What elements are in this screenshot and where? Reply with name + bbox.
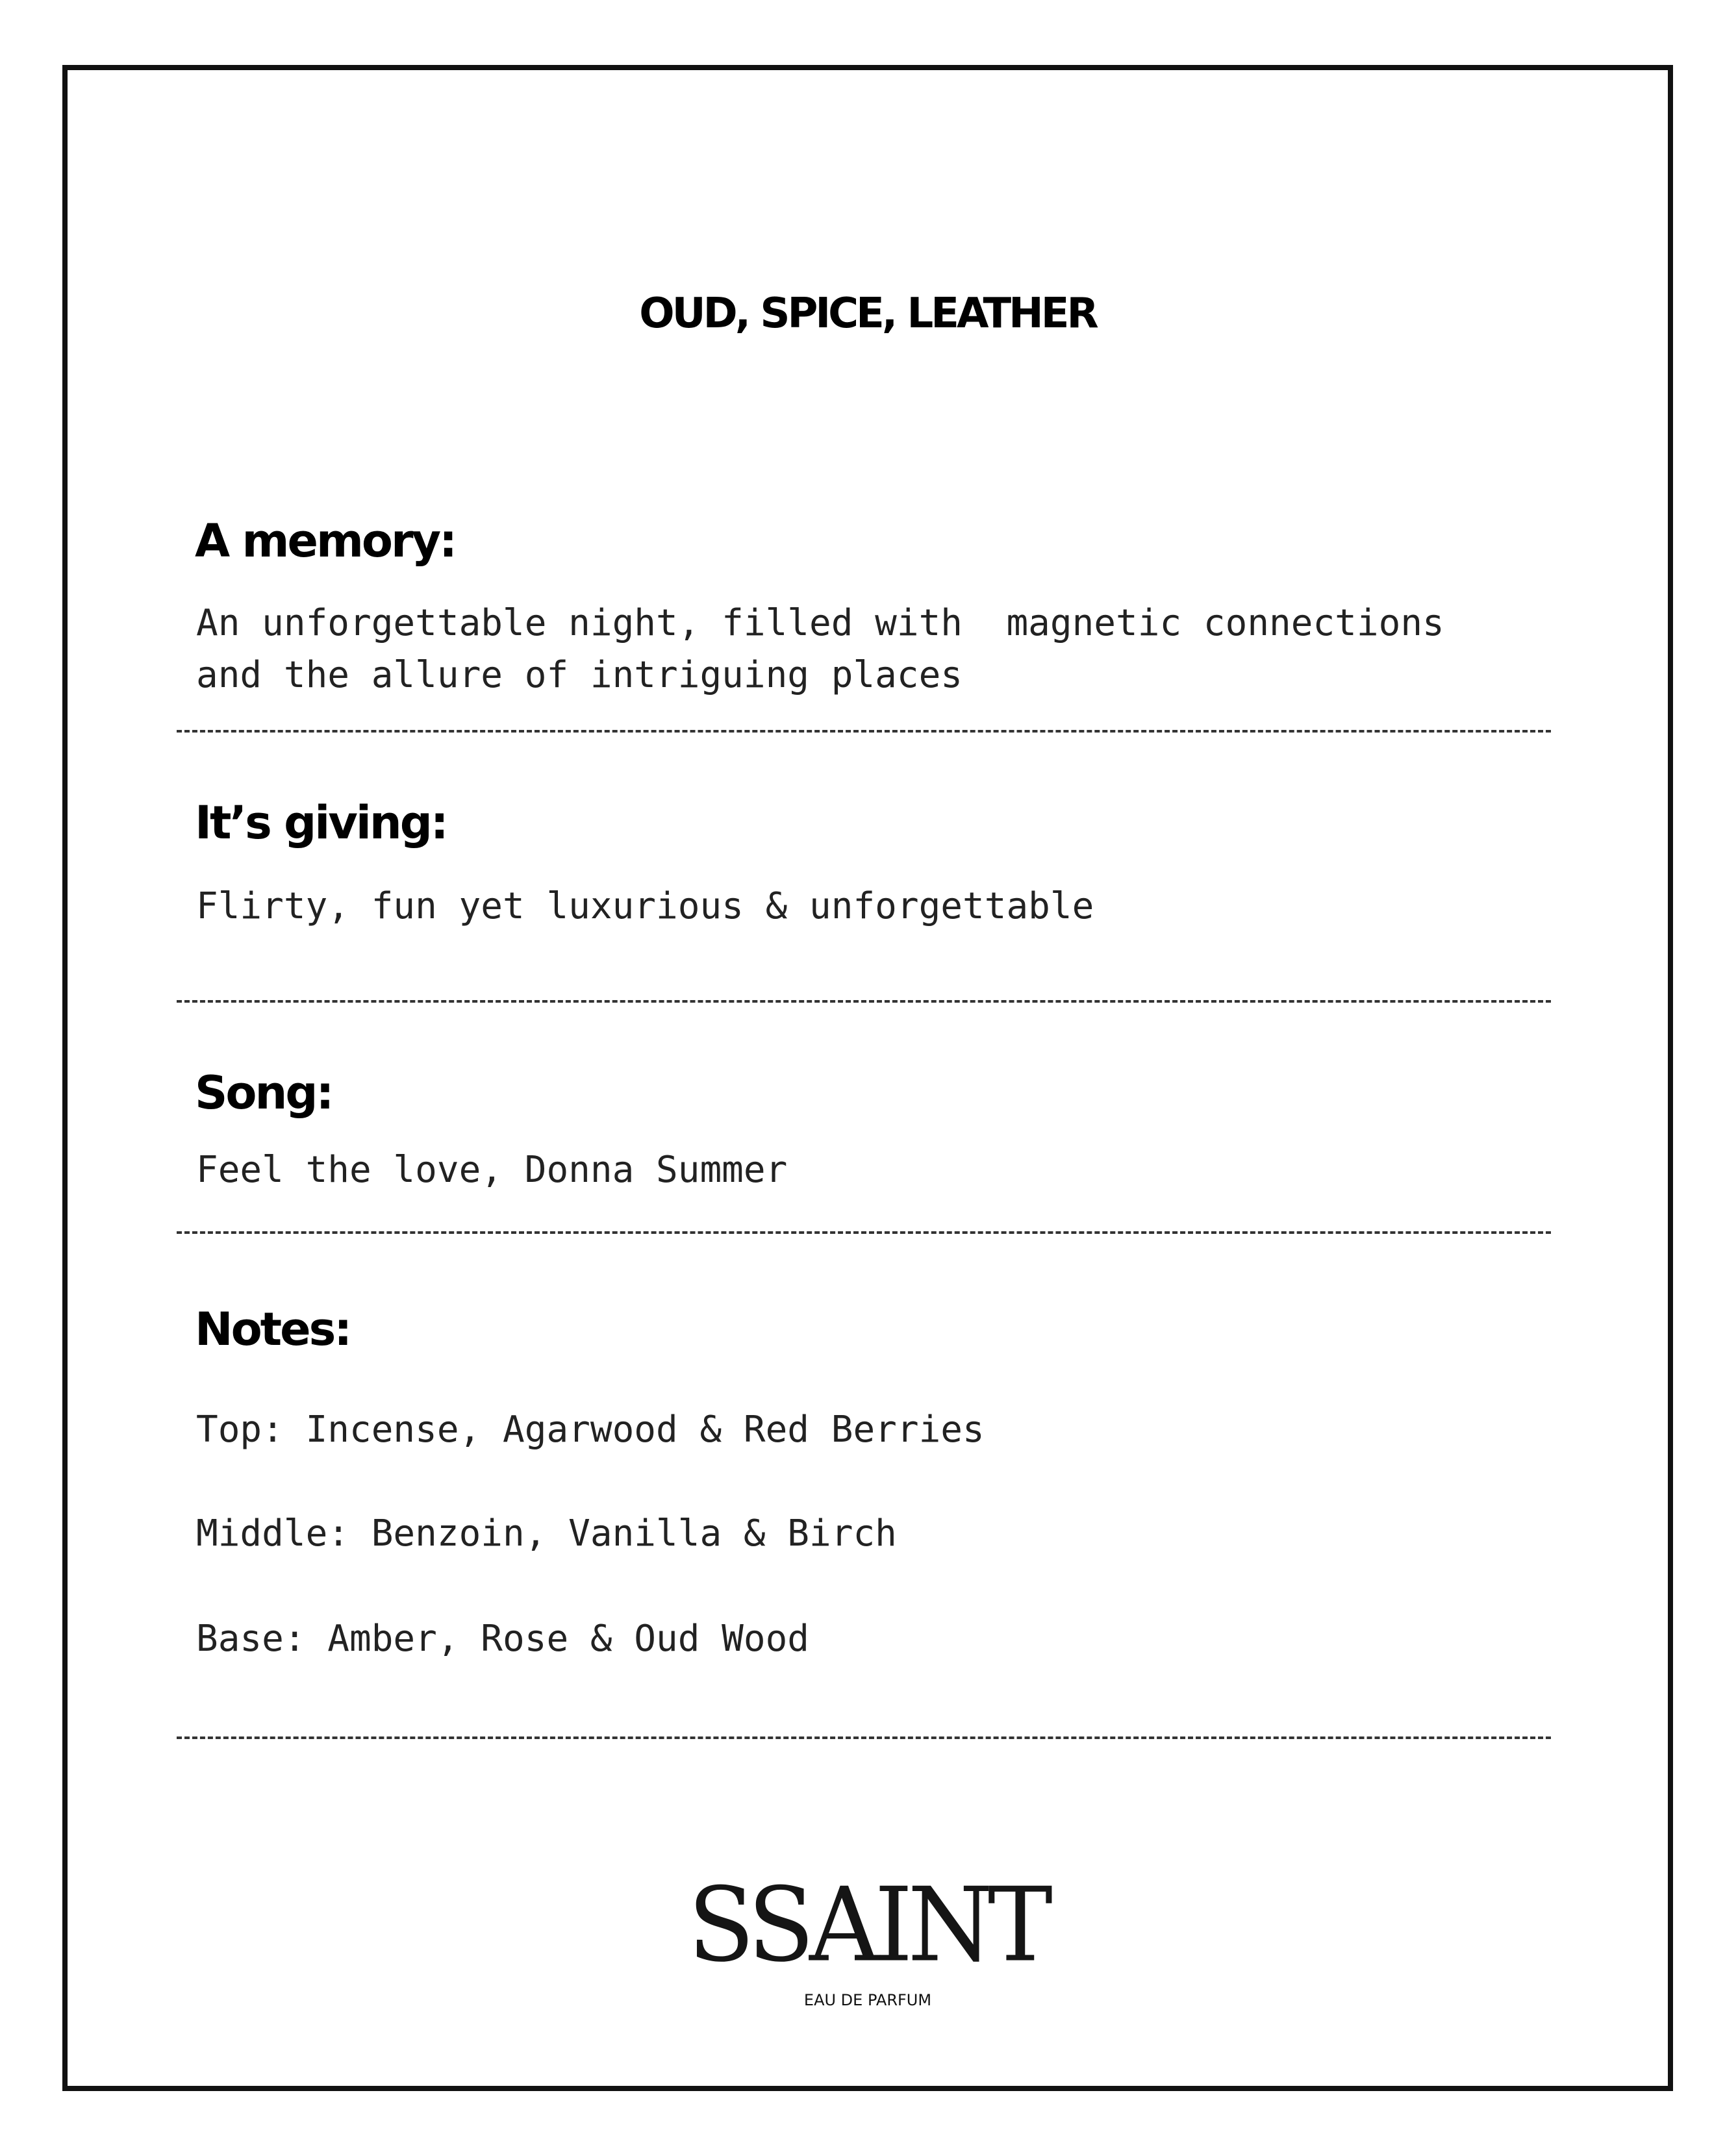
section-text-song: Feel the love, Donna Summer [196,1149,788,1191]
divider [177,1736,1551,1739]
section-text-giving: Flirty, fun yet luxurious & unforgettable [196,885,1094,927]
page-title: OUD, SPICE, LEATHER [639,290,1096,338]
logo-wordmark: SSAINT [688,1866,1048,1985]
section-heading-song: Song: [195,1066,333,1120]
notes-top: Top: Incense, Agarwood & Red Berries [196,1409,985,1451]
notes-base: Base: Amber, Rose & Oud Wood [196,1618,810,1660]
notes-middle: Middle: Benzoin, Vanilla & Birch [196,1512,897,1555]
fragrance-card [62,65,1673,2091]
logo-subtitle: EAU DE PARFUM [803,1991,932,2009]
section-heading-memory: A memory: [195,514,456,568]
section-heading-notes: Notes: [195,1303,351,1356]
divider [177,1000,1551,1003]
divider [177,730,1551,733]
divider [177,1231,1551,1234]
section-heading-giving: It’s giving: [195,796,447,849]
brand-logo [68,1866,1668,2009]
section-text-memory: An unforgettable night, filled with magnetic connections and the allure of intriguing places [196,602,1467,696]
